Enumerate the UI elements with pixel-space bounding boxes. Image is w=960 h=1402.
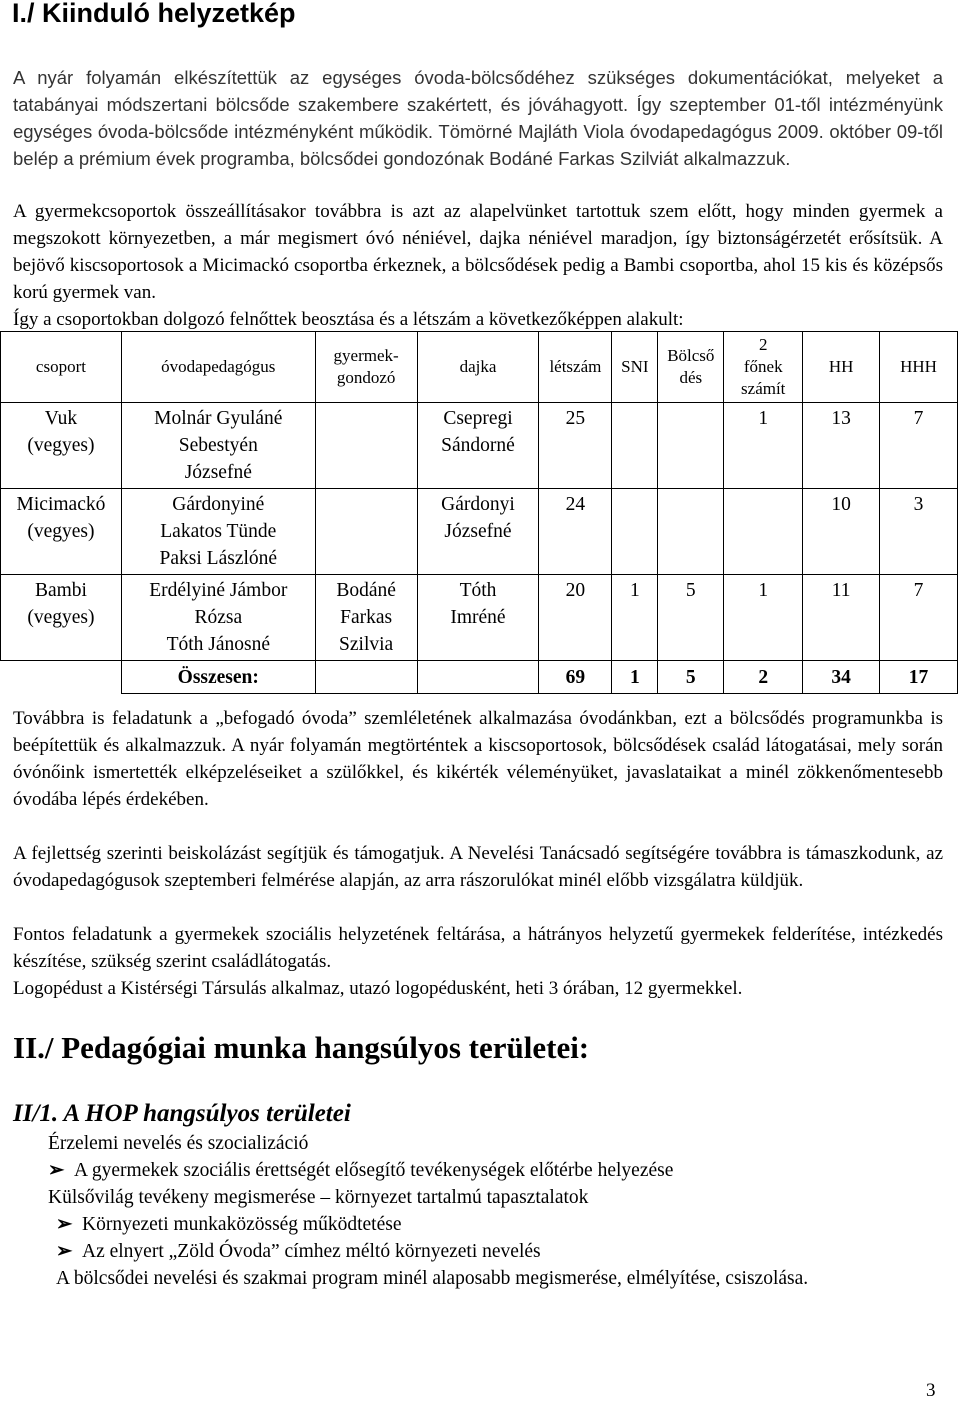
arrow-bullet-icon: ➢ bbox=[56, 1241, 73, 1262]
bullet-item bbox=[48, 1157, 673, 1184]
cell-nursery bbox=[658, 403, 724, 489]
cell-teachers bbox=[121, 489, 315, 575]
cell-hhh: 7 bbox=[880, 403, 958, 489]
header-group: csoport bbox=[1, 332, 122, 403]
group-name: Vuk bbox=[44, 408, 78, 429]
header-sni: SNI bbox=[612, 332, 658, 403]
total-sni: 1 bbox=[612, 661, 658, 694]
cell-sni: 1 bbox=[612, 575, 658, 661]
total-nursery: 5 bbox=[658, 661, 724, 694]
total-label: Összesen: bbox=[121, 661, 315, 694]
cell-counts-as-two: 1 bbox=[724, 403, 803, 489]
subsection-heading: II/1. A HOP hangsúlyos területei bbox=[13, 1100, 351, 1127]
intro-paragraph: A nyár folyamán elkészítettük az egységes óvoda-bölcsődéhez szükséges dokumentációkat, melyeket a tatabányai módszertani bölcsőde szakembere szakértett, és jóváhagyott. Így szeptember 01-től intézményünk egységes óvoda-bölcsőde intézményként működik. Tömörné Majláth Viola óvodapedagógus 2009. október 09-től belép a prémium évek programba, bölcsődei gondozónak Bodáné Farkas Szilviát alkalmazzuk. bbox=[13, 67, 943, 169]
cell-hh: 13 bbox=[803, 403, 880, 489]
welcoming-paragraph: Továbbra is feladatunk a „befogadó óvoda” szemléletének alkalmazása óvodánkban, ezt a bölcsődés programunkba is beépítettük és alkalmazzuk. A nyár folyamán megtörténtek a kiscsoportosok, bölcsődések család látogatásai, mely során óvónőink ismertették elképzeléseiket a szülőkkel, és kikérték véleményüket, javaslataikat a minél zökkenőmentesebb óvodába lépés érdekében. bbox=[13, 708, 943, 810]
cell-counts-as-two: 1 bbox=[724, 575, 803, 661]
assistant-line: Gárdonyi bbox=[441, 494, 515, 515]
hop-area-1: Érzelemi nevelés és szocializáció bbox=[48, 1133, 309, 1154]
total-hhh: 17 bbox=[880, 661, 958, 694]
header-assistant: dajka bbox=[417, 332, 539, 403]
header-nursery-line-2: dés bbox=[679, 368, 703, 387]
cell-caregiver bbox=[315, 575, 417, 661]
arrow-bullet-icon: ➢ bbox=[48, 1160, 65, 1181]
social-paragraph: Fontos feladatunk a gyermekek szociális helyzetének feltárása, a hátrányos helyzetű gyermekek felderítése, intézkedés készítése, szükség szerint családlátogatás. bbox=[13, 924, 943, 972]
cell-sni bbox=[612, 403, 658, 489]
table-total-row bbox=[1, 661, 958, 694]
section-heading-2: II./ Pedagógiai munka hangsúlyos területei: bbox=[13, 1030, 590, 1065]
group-type: (vegyes) bbox=[27, 521, 95, 542]
header-caregiver-line-1: gyermek- bbox=[333, 346, 399, 365]
teacher-line: Lakatos Tünde bbox=[160, 521, 277, 542]
header-counts-as-two bbox=[724, 332, 803, 403]
total-hh: 34 bbox=[803, 661, 880, 694]
bullet-text: Az elnyert „Zöld Óvoda” címhez méltó környezeti nevelés bbox=[82, 1241, 541, 1262]
hop-closing: A bölcsődei nevelési és szakmai program minél alaposabb megismerése, elmélyítése, csiszolása. bbox=[56, 1268, 809, 1289]
cell-nursery: 5 bbox=[658, 575, 724, 661]
cell-caregiver bbox=[315, 403, 417, 489]
teacher-line: Gárdonyiné bbox=[172, 494, 265, 515]
table-row bbox=[1, 403, 958, 489]
group-name: Micimackó bbox=[16, 494, 106, 515]
header-two-line-3: számít bbox=[741, 379, 786, 398]
cell-hhh: 3 bbox=[880, 489, 958, 575]
cell-count: 25 bbox=[539, 403, 612, 489]
caregiver-line: Bodáné bbox=[336, 580, 396, 601]
bullet-text: Környezeti munkaközösség működtetése bbox=[82, 1214, 402, 1235]
header-caregiver-line-2: gondozó bbox=[336, 368, 396, 387]
header-hhh: HHH bbox=[880, 332, 958, 403]
teacher-line: Paksi Lászlóné bbox=[159, 548, 278, 569]
schooling-paragraph: A fejlettség szerinti beiskolázást segítjük és támogatjuk. A Nevelési Tanácsadó segítségére továbbra is támaszkodunk, az óvodapedagógusok szeptemberi felmérése alapján, az arra rászorulókat minél előbb vizsgálatra küldjük. bbox=[13, 843, 943, 891]
assistant-line: Józsefné bbox=[444, 521, 512, 542]
cell-empty bbox=[417, 661, 539, 694]
header-nursery bbox=[658, 332, 724, 403]
bullet-item bbox=[56, 1211, 402, 1238]
group-type: (vegyes) bbox=[27, 607, 95, 628]
assistant-line: Sándorné bbox=[441, 435, 515, 456]
assistant-line: Tóth bbox=[459, 580, 497, 601]
header-caregiver bbox=[315, 332, 417, 403]
header-hh: HH bbox=[803, 332, 880, 403]
teacher-line: Molnár Gyuláné bbox=[154, 408, 283, 429]
teacher-line: Józsefné bbox=[184, 462, 252, 483]
teacher-line: Erdélyiné Jámbor bbox=[149, 580, 288, 601]
bullet-item bbox=[56, 1238, 541, 1265]
page-number: 3 bbox=[926, 1380, 936, 1401]
assistant-line: Imréné bbox=[450, 607, 506, 628]
staff-table bbox=[0, 331, 958, 694]
cell-count: 24 bbox=[539, 489, 612, 575]
table-header-row bbox=[1, 332, 958, 403]
cell-assistant bbox=[417, 575, 539, 661]
header-two-line-1: 2 bbox=[758, 335, 768, 354]
speech-therapy-paragraph: Logopédust a Kistérségi Társulás alkalmaz, utazó logopédusként, heti 3 órában, 12 gyermekkel. bbox=[13, 978, 743, 999]
cell-nursery bbox=[658, 489, 724, 575]
cell-group bbox=[1, 575, 122, 661]
table-intro: Így a csoportokban dolgozó felnőttek beosztása és a létszám a következőképpen alakult: bbox=[13, 309, 684, 330]
group-type: (vegyes) bbox=[27, 435, 95, 456]
bullet-text: A gyermekek szociális érettségét elősegítő tevékenységek előtérbe helyezése bbox=[74, 1160, 674, 1181]
cell-count: 20 bbox=[539, 575, 612, 661]
group-name: Bambi bbox=[34, 580, 87, 601]
total-count: 69 bbox=[539, 661, 612, 694]
table-row bbox=[1, 489, 958, 575]
caregiver-line: Szilvia bbox=[339, 634, 394, 655]
header-count: létszám bbox=[539, 332, 612, 403]
groups-paragraph: A gyermekcsoportok összeállításakor továbbra is azt az alapelvünket tartottuk szem előtt, hogy minden gyermek a megszokott környezetben, a már megismert óvó néniével, dajka néniével maradjon, így biztonságérzetét erősítsük. A bejövő kiscsoportosok a Micimackó csoportba érkeznek, a bölcsődések pedig a Bambi csoportba, ahol 15 kis és középsős korú gyermek van. bbox=[13, 201, 943, 303]
teacher-line: Tóth Jánosné bbox=[166, 634, 271, 655]
cell-counts-as-two bbox=[724, 489, 803, 575]
header-two-line-2: főnek bbox=[743, 357, 783, 376]
cell-assistant bbox=[417, 489, 539, 575]
cell-teachers bbox=[121, 575, 315, 661]
cell-group bbox=[1, 403, 122, 489]
cell-teachers bbox=[121, 403, 315, 489]
assistant-line: Csepregi bbox=[443, 408, 513, 429]
hop-area-2: Külsővilág tevékeny megismerése – környezet tartalmú tapasztalatok bbox=[48, 1187, 589, 1208]
teacher-line: Sebestyén bbox=[178, 435, 258, 456]
cell-caregiver bbox=[315, 489, 417, 575]
cell-sni bbox=[612, 489, 658, 575]
cell-hh: 11 bbox=[803, 575, 880, 661]
header-teacher: óvodapedagógus bbox=[121, 332, 315, 403]
cell-empty bbox=[1, 661, 122, 694]
total-counts-as-two: 2 bbox=[724, 661, 803, 694]
table-row bbox=[1, 575, 958, 661]
cell-empty bbox=[315, 661, 417, 694]
cell-assistant bbox=[417, 403, 539, 489]
caregiver-line: Farkas bbox=[340, 607, 393, 628]
cell-hhh: 7 bbox=[880, 575, 958, 661]
teacher-line: Rózsa bbox=[194, 607, 243, 628]
arrow-bullet-icon: ➢ bbox=[56, 1214, 73, 1235]
header-nursery-line-1: Bölcső bbox=[667, 346, 715, 365]
cell-group bbox=[1, 489, 122, 575]
section-heading-1: I./ Kiinduló helyzetkép bbox=[12, 0, 296, 28]
cell-hh: 10 bbox=[803, 489, 880, 575]
